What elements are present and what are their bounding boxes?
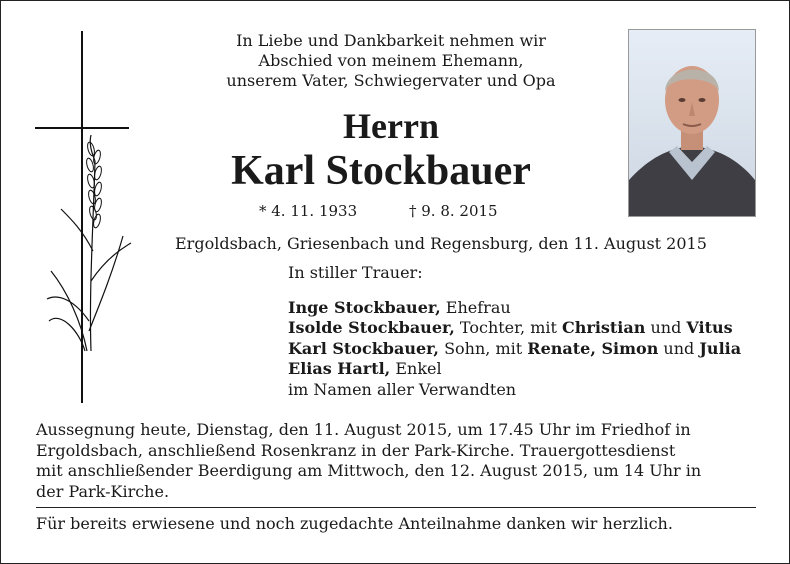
intro-line: In Liebe und Dankbarkeit nehmen wir bbox=[236, 31, 546, 50]
death-date: † 9. 8. 2015 bbox=[409, 202, 498, 220]
mourner-entry: Inge Stockbauer, Ehefrau bbox=[288, 297, 511, 317]
thanks-text: Für bereits erwiesene und noch zugedachte Anteilnahme danken wir herzlich. bbox=[36, 514, 673, 533]
cross-with-wheat-icon bbox=[31, 31, 141, 403]
mourner-name: Karl Stockbauer, bbox=[288, 338, 439, 358]
divider bbox=[36, 507, 756, 508]
mourner-entry: Karl Stockbauer, Sohn, mit Renate, Simon und Julia bbox=[288, 338, 742, 358]
mourner-name: Elias Hartl, bbox=[288, 359, 391, 378]
mourners-heading: In stiller Trauer: bbox=[288, 263, 423, 282]
mourner-entry: Isolde Stockbauer, Tochter, mit Christian und Vitus bbox=[288, 318, 733, 337]
service-line: der Park-Kirche. bbox=[36, 481, 170, 501]
funeral-service-info bbox=[36, 420, 756, 502]
deceased-name: Karl Stockbauer bbox=[231, 148, 531, 194]
place-and-date: Ergoldsbach, Griesenbach und Regensburg, den 11. August 2015 bbox=[175, 234, 707, 253]
salutation: Herrn bbox=[343, 106, 439, 146]
mourner-name: Isolde Stockbauer, bbox=[288, 318, 455, 337]
intro-text bbox=[181, 31, 601, 91]
birth-date: * 4. 11. 1933 bbox=[259, 202, 358, 220]
intro-line: unserem Vater, Schwiegervater und Opa bbox=[226, 71, 556, 90]
service-line: Ergoldsbach, anschließend Rosenkranz in der Park-Kirche. Trauergottesdienst bbox=[36, 440, 676, 460]
intro-line: Abschied von meinem Ehemann, bbox=[258, 51, 524, 70]
mourner-entry: Elias Hartl, Enkel bbox=[288, 359, 442, 378]
service-line: Aussegnung heute, Dienstag, den 11. August 2015, um 17.45 Uhr im Friedhof in bbox=[36, 420, 691, 439]
mourners-closing: im Namen aller Verwandten bbox=[288, 379, 517, 399]
mourner-name: Inge Stockbauer, bbox=[288, 297, 441, 317]
service-line: mit anschließender Beerdigung am Mittwoch, den 12. August 2015, um 14 Uhr in bbox=[36, 461, 702, 480]
portrait-photo bbox=[628, 29, 756, 217]
mourners-block bbox=[288, 263, 741, 400]
